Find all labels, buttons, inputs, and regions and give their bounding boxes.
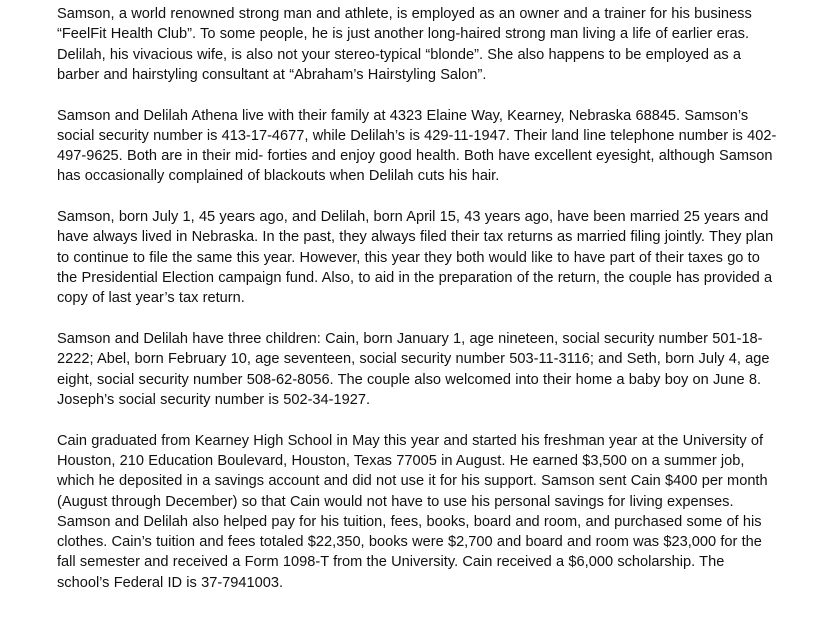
paragraph-children: Samson and Delilah have three children: Cain, born January 1, age nineteen, social security number 501-18-2222; Abel, born February 10, age seventeen, social security number 503-11-3116; and Seth, born July 4, age eight, social security number 508-62-8056. The couple also welcomed into their home a baby boy on June 8. Joseph’s social security number is 502-34-1927. <box>57 331 770 408</box>
document-body <box>57 4 777 593</box>
paragraph-occupations: Samson, a world renowned strong man and athlete, is employed as an owner and a trainer for his business “FeelFit Health Club”. To some people, he is just another long-haired strong man living a life of earlier eras. Delilah, his vivacious wife, is also not your stereo-typical “blonde”. She also happens to be employed as a barber and hairstyling consultant at “Abraham’s Hairstyling Salon”. <box>57 6 752 83</box>
paragraph-cain-education: Cain graduated from Kearney High School in May this year and started his freshman year at the University of Houston, 210 Education Boulevard, Houston, Texas 77005 in August. He earned $3,500 on a summer job, which he deposited in a savings account and did not use it for his support. Samson sent Cain $400 per month (August through December) so that Cain would not have to use his personal savings for living expenses. Samson and Delilah also helped pay for his tuition, fees, books, board and room, and purchased some of his clothes. Cain’s tuition and fees totaled $22,350, books were $2,700 and board and room was $23,000 for the fall semester and received a Form 1098-T from the University. Cain received a $6,000 scholarship. The school’s Federal ID is 37-7941003. <box>57 432 768 591</box>
paragraph-address-contact: Samson and Delilah Athena live with their family at 4323 Elaine Way, Kearney, Nebraska 68845. Samson’s social security number is 413-17-4677, while Delilah’s is 429-11-1947. Their land line telephone number is 402-497-9625. Both are in their mid- forties and enjoy good health. Both have excellent eyesight, although Samson has occasionally complained of blackouts when Delilah cuts his hair. <box>57 107 777 185</box>
paragraph-birth-filing-status: Samson, born July 1, 45 years ago, and Delilah, born April 15, 43 years ago, have been married 25 years and have always lived in Nebraska. In the past, they always filed their tax returns as married filing jointly. They plan to continue to file the same this year. However, this year they both would like to have part of their taxes go to the Presidential Election campaign fund. Also, to aid in the preparation of the return, the couple has provided a copy of last year’s tax return. <box>57 209 774 307</box>
